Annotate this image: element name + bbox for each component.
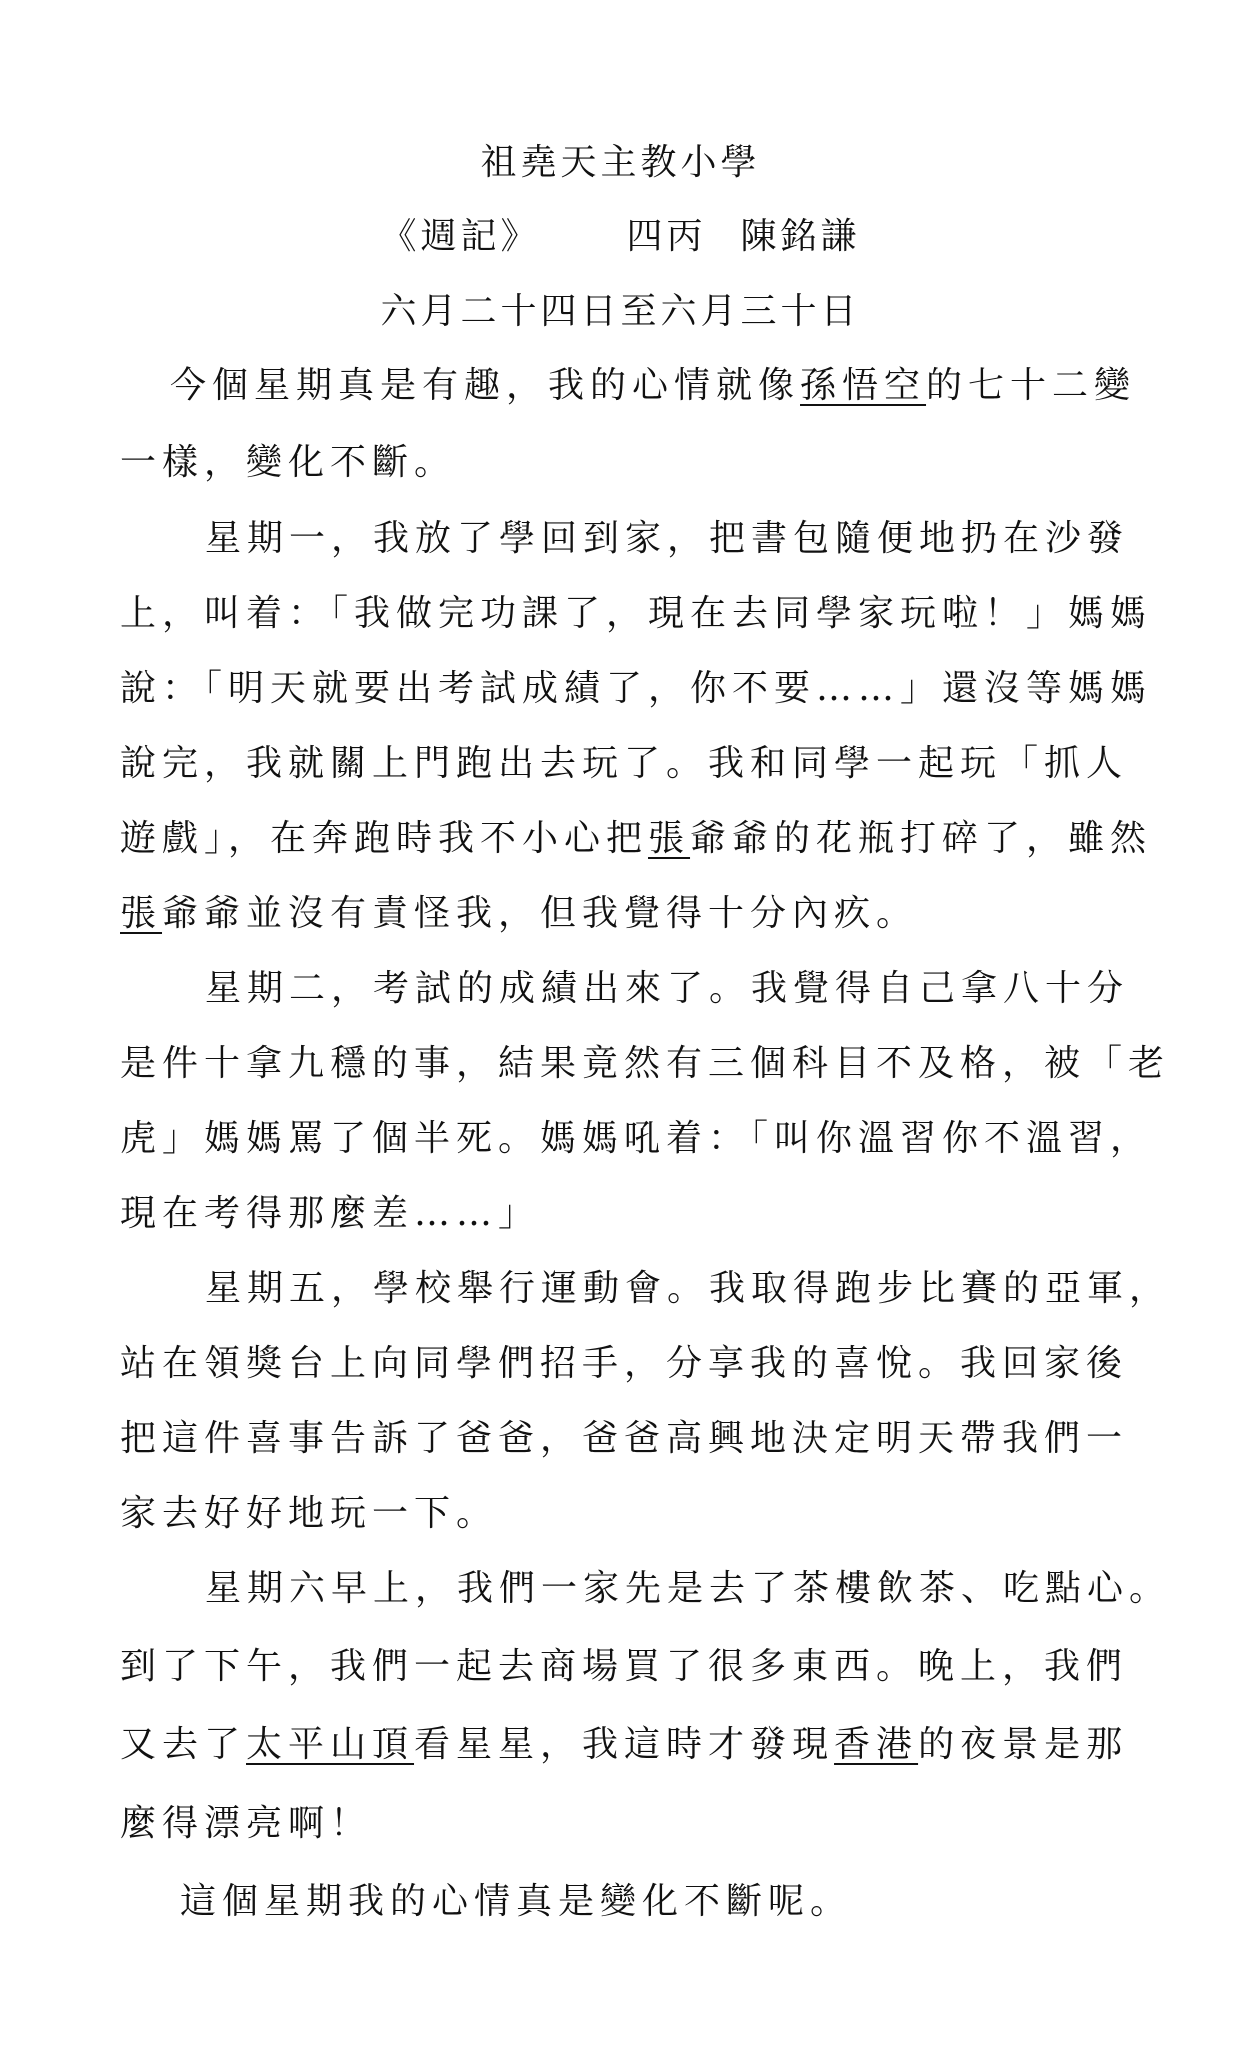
- friday-line-2: 站在領獎台上向同學們招手，分享我的喜悅。我回家後: [120, 1343, 1129, 1384]
- saturday-line-3: 又去了太平山頂看星星，我這時才發現香港的夜景是那: [120, 1724, 1129, 1765]
- saturday-line-4: 麼得漂亮啊！: [120, 1803, 373, 1844]
- underlined-place: 太平山頂: [246, 1724, 415, 1765]
- doc-title: 《週記》: [380, 216, 541, 257]
- student-name: 陳銘謙: [740, 216, 861, 257]
- friday-line-4: 家去好好地玩一下。: [120, 1493, 499, 1534]
- monday-line-5: 遊戲」，在奔跑時我不小心把張爺爺的花瓶打碎了，雖然: [120, 818, 1153, 859]
- intro-line-2: 一樣，變化不斷。: [120, 442, 457, 483]
- tuesday-line-4: 現在考得那麼差……」: [120, 1193, 541, 1234]
- intro-line-1: 今個星期真是有趣，我的心情就像孫悟空的七十二變: [170, 365, 1137, 406]
- monday-line-6: 張爺爺並沒有責怪我，但我覺得十分內疚。: [120, 893, 919, 934]
- tuesday-line-2: 是件十拿九穩的事，結果竟然有三個科目不及格，被「老: [120, 1043, 1171, 1084]
- class-name: 四丙: [626, 216, 707, 257]
- monday-line-3: 說：「明天就要出考試成績了，你不要……」還沒等媽媽: [120, 668, 1153, 709]
- tuesday-line-1: 星期二，考試的成績出來了。我覺得自己拿八十分: [205, 968, 1130, 1009]
- tuesday-line-3: 虎」媽媽罵了個半死。媽媽吼着：「叫你溫習你不溫習，: [120, 1118, 1153, 1159]
- date-range: 六月二十四日至六月三十日: [380, 291, 861, 332]
- saturday-line-1: 星期六早上，我們一家先是去了茶樓飲茶、吃點心。: [205, 1568, 1172, 1609]
- underlined-name: 張: [648, 818, 691, 859]
- closing-line: 這個星期我的心情真是變化不斷呢。: [180, 1881, 853, 1922]
- monday-line-1: 星期一，我放了學回到家，把書包隨便地扔在沙發: [205, 518, 1130, 559]
- monday-line-2: 上，叫着：「我做完功課了，現在去同學家玩啦！」媽媽: [120, 593, 1153, 634]
- underlined-name: 孫悟空: [800, 365, 927, 406]
- underlined-name: 張: [120, 893, 163, 934]
- monday-line-4: 說完，我就關上門跑出去玩了。我和同學一起玩「抓人: [120, 743, 1129, 784]
- school-name: 祖堯天主教小學: [480, 142, 761, 183]
- underlined-place: 香港: [834, 1724, 919, 1765]
- friday-line-1: 星期五，學校舉行運動會。我取得跑步比賽的亞軍，: [205, 1268, 1172, 1309]
- friday-line-3: 把這件喜事告訴了爸爸，爸爸高興地決定明天帶我們一: [120, 1418, 1129, 1459]
- title-line: [0, 208, 1241, 259]
- saturday-line-2: 到了下午，我們一起去商場買了很多東西。晚上，我們: [120, 1646, 1129, 1687]
